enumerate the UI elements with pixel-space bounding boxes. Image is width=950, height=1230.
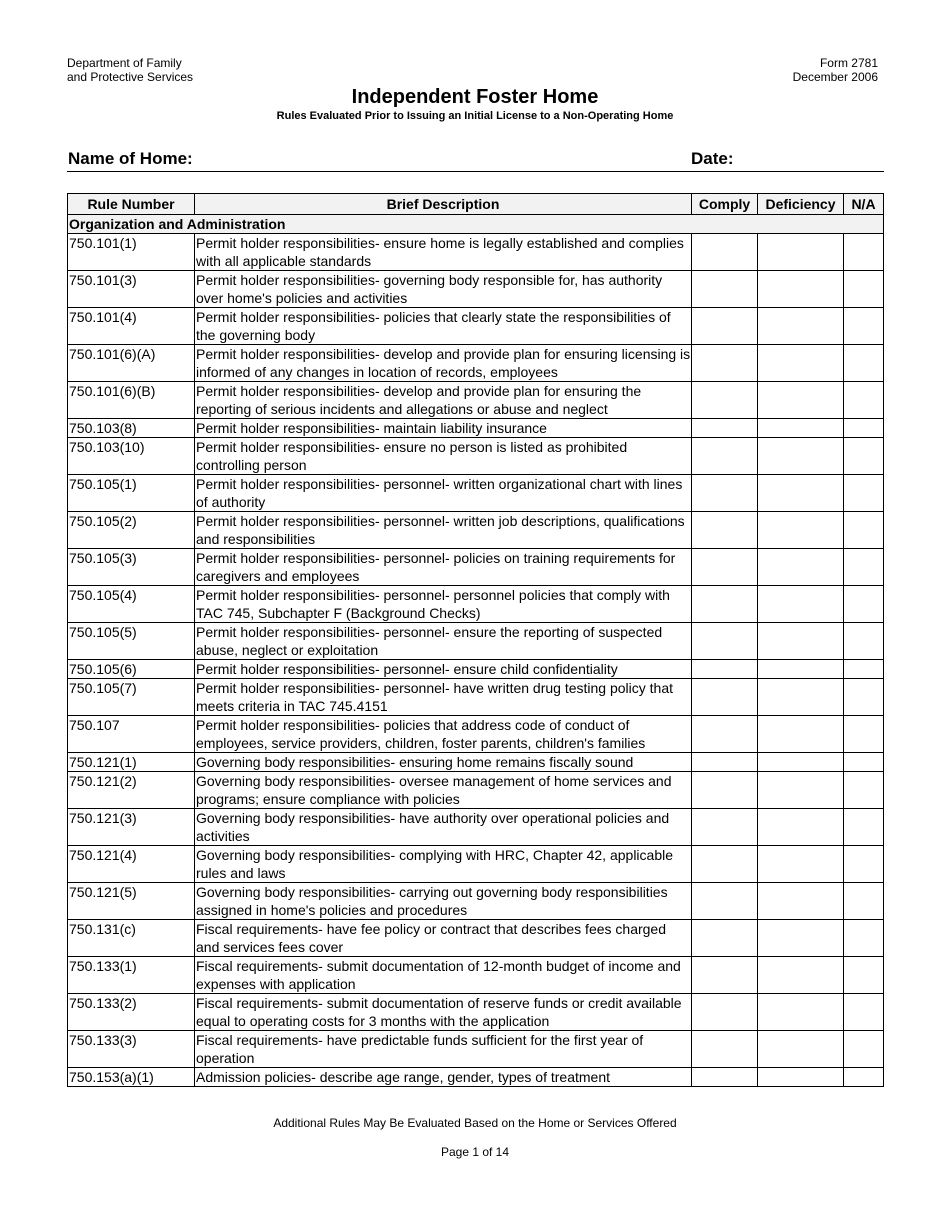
deficiency-cell[interactable]	[758, 512, 844, 549]
na-cell[interactable]	[844, 660, 884, 679]
deficiency-cell[interactable]	[758, 308, 844, 345]
deficiency-cell[interactable]	[758, 994, 844, 1031]
table-row	[68, 234, 884, 271]
agency-line-1: Department of Family	[67, 56, 182, 70]
table-row	[68, 549, 884, 586]
na-cell[interactable]	[844, 753, 884, 772]
home-info-line	[67, 149, 884, 172]
comply-cell[interactable]	[692, 994, 758, 1031]
deficiency-cell[interactable]	[758, 623, 844, 660]
description-cell: Permit holder responsibilities- develop and provide plan for ensuring the reporting of serious incidents and allegations or abuse and neglect	[195, 382, 692, 419]
comply-cell[interactable]	[692, 660, 758, 679]
col-brief-description: Brief Description	[195, 194, 692, 215]
rule-number-cell: 750.105(3)	[68, 549, 195, 586]
deficiency-cell[interactable]	[758, 920, 844, 957]
deficiency-cell[interactable]	[758, 271, 844, 308]
rule-number-cell: 750.121(2)	[68, 772, 195, 809]
description-cell: Permit holder responsibilities- personnel- have written drug testing policy that meets criteria in TAC 745.4151	[195, 679, 692, 716]
deficiency-cell[interactable]	[758, 234, 844, 271]
description-cell: Permit holder responsibilities- governing body responsible for, has authority over home's policies and activities	[195, 271, 692, 308]
deficiency-cell[interactable]	[758, 1068, 844, 1087]
page-number: Page 1 of 14	[440, 1145, 510, 1159]
na-cell[interactable]	[844, 1031, 884, 1068]
page-title: Independent Foster Home	[351, 86, 599, 108]
na-cell[interactable]	[844, 549, 884, 586]
table-row	[68, 586, 884, 623]
comply-cell[interactable]	[692, 345, 758, 382]
table-row	[68, 623, 884, 660]
description-cell: Fiscal requirements- have fee policy or contract that describes fees charged and services fees cover	[195, 920, 692, 957]
na-cell[interactable]	[844, 382, 884, 419]
rule-number-cell: 750.121(1)	[68, 753, 195, 772]
table-row	[68, 475, 884, 512]
description-cell: Governing body responsibilities- carrying out governing body responsibilities assigned in home's policies and procedures	[195, 883, 692, 920]
form-date: December 2006	[792, 70, 878, 84]
description-cell: Governing body responsibilities- complying with HRC, Chapter 42, applicable rules and laws	[195, 846, 692, 883]
rule-number-cell: 750.103(8)	[68, 419, 195, 438]
rule-number-cell: 750.133(2)	[68, 994, 195, 1031]
comply-cell[interactable]	[692, 271, 758, 308]
rule-number-cell: 750.105(5)	[68, 623, 195, 660]
rule-number-cell: 750.101(4)	[68, 308, 195, 345]
deficiency-cell[interactable]	[758, 382, 844, 419]
table-row	[68, 994, 884, 1031]
rule-number-cell: 750.121(3)	[68, 809, 195, 846]
na-cell[interactable]	[844, 234, 884, 271]
table-row	[68, 271, 884, 308]
table-row	[68, 846, 884, 883]
deficiency-cell[interactable]	[758, 772, 844, 809]
description-cell: Fiscal requirements- submit documentation of 12-month budget of income and expenses with application	[195, 957, 692, 994]
na-cell[interactable]	[844, 586, 884, 623]
table-row	[68, 382, 884, 419]
description-cell: Permit holder responsibilities- develop and provide plan for ensuring licensing is informed of any changes in location of records, employees	[196, 346, 691, 380]
table-row	[68, 419, 884, 438]
deficiency-cell[interactable]	[758, 753, 844, 772]
comply-cell[interactable]	[692, 957, 758, 994]
description-cell: Permit holder responsibilities- policies that address code of conduct of employees, service providers, children, foster parents, children's families	[195, 716, 692, 753]
table-row	[68, 716, 884, 753]
comply-cell[interactable]	[692, 512, 758, 549]
agency-line-2: and Protective Services	[67, 70, 194, 84]
table-row	[68, 660, 884, 679]
na-cell[interactable]	[844, 419, 884, 438]
footer-note: Additional Rules May Be Evaluated Based on the Home or Services Offered	[273, 1116, 677, 1130]
rule-number-cell: 750.105(2)	[68, 512, 195, 549]
col-na: N/A	[844, 194, 884, 215]
deficiency-cell[interactable]	[758, 679, 844, 716]
rule-number-cell: 750.101(3)	[68, 271, 195, 308]
date-label: Date:	[691, 149, 734, 168]
comply-cell[interactable]	[692, 809, 758, 846]
comply-cell[interactable]	[692, 475, 758, 512]
na-cell[interactable]	[844, 957, 884, 994]
na-cell[interactable]	[844, 716, 884, 753]
deficiency-cell[interactable]	[758, 809, 844, 846]
description-cell: Permit holder responsibilities- policies that clearly state the responsibilities of the governing body	[195, 308, 692, 345]
description-cell: Permit holder responsibilities- personnel- written job descriptions, qualifications and responsibilities	[195, 512, 692, 549]
na-cell[interactable]	[844, 271, 884, 308]
rule-number-cell: 750.101(6)(B)	[68, 382, 195, 419]
rule-number-cell: 750.105(4)	[68, 586, 195, 623]
na-cell[interactable]	[844, 920, 884, 957]
table-row	[68, 1068, 884, 1087]
rule-number-cell: 750.121(5)	[68, 883, 195, 920]
page-subtitle: Rules Evaluated Prior to Issuing an Initial License to a Non-Operating Home	[276, 110, 674, 122]
comply-cell[interactable]	[692, 549, 758, 586]
rule-number-cell: 750.101(6)(A)	[68, 345, 195, 382]
description-cell: Governing body responsibilities- ensuring home remains fiscally sound	[195, 753, 692, 772]
rule-number-cell: 750.153(a)(1)	[68, 1068, 195, 1087]
rule-number-cell: 750.105(1)	[68, 475, 195, 512]
rule-number-cell: 750.131(c)	[68, 920, 195, 957]
description-cell: Fiscal requirements- submit documentation of reserve funds or credit available equal to operating costs for 3 months with the application	[195, 994, 692, 1031]
description-cell: Permit holder responsibilities- personnel- written organizational chart with lines of authority	[195, 475, 692, 512]
na-cell[interactable]	[844, 438, 884, 475]
table-row	[68, 512, 884, 549]
na-cell[interactable]	[844, 1068, 884, 1087]
na-cell[interactable]	[844, 475, 884, 512]
deficiency-cell[interactable]	[758, 716, 844, 753]
table-row	[68, 438, 884, 475]
deficiency-cell[interactable]	[758, 586, 844, 623]
rule-number-cell: 750.133(3)	[68, 1031, 195, 1068]
table-row	[68, 957, 884, 994]
description-cell: Permit holder responsibilities- ensure no person is listed as prohibited controlling person	[195, 438, 692, 475]
table-row	[68, 883, 884, 920]
deficiency-cell[interactable]	[758, 475, 844, 512]
comply-cell[interactable]	[692, 846, 758, 883]
col-deficiency: Deficiency	[758, 194, 844, 215]
description-cell: Permit holder responsibilities- maintain liability insurance	[195, 419, 692, 438]
comply-cell[interactable]	[692, 438, 758, 475]
section-title: Organization and Administration	[68, 215, 884, 234]
deficiency-cell[interactable]	[758, 1031, 844, 1068]
rule-number-cell: 750.121(4)	[68, 846, 195, 883]
na-cell[interactable]	[844, 679, 884, 716]
na-cell[interactable]	[844, 512, 884, 549]
deficiency-cell[interactable]	[758, 549, 844, 586]
na-cell[interactable]	[844, 308, 884, 345]
comply-cell[interactable]	[692, 883, 758, 920]
col-rule-number: Rule Number	[68, 194, 195, 215]
comply-cell[interactable]	[692, 623, 758, 660]
comply-cell[interactable]	[692, 772, 758, 809]
col-comply: Comply	[692, 194, 758, 215]
rules-table	[67, 193, 884, 1087]
description-cell: Permit holder responsibilities- ensure home is legally established and complies with all applicable standards	[195, 234, 692, 271]
table-header-row	[68, 194, 884, 215]
comply-cell[interactable]	[692, 753, 758, 772]
rule-number-cell: 750.101(1)	[68, 234, 195, 271]
deficiency-cell[interactable]	[758, 419, 844, 438]
table-row	[68, 809, 884, 846]
table-row	[68, 1031, 884, 1068]
deficiency-cell[interactable]	[758, 883, 844, 920]
deficiency-cell[interactable]	[758, 438, 844, 475]
description-cell: Permit holder responsibilities- personnel- personnel policies that comply with TAC 745, Subchapter F (Background Checks)	[195, 586, 692, 623]
name-of-home-label: Name of Home:	[68, 149, 193, 168]
rule-number-cell: 750.103(10)	[68, 438, 195, 475]
table-row	[68, 308, 884, 345]
na-cell[interactable]	[844, 345, 884, 382]
comply-cell[interactable]	[692, 382, 758, 419]
na-cell[interactable]	[844, 994, 884, 1031]
comply-cell[interactable]	[692, 1031, 758, 1068]
deficiency-cell[interactable]	[758, 345, 844, 382]
description-cell: Permit holder responsibilities- personnel- ensure child confidentiality	[195, 660, 692, 679]
na-cell[interactable]	[844, 846, 884, 883]
rule-number-cell: 750.107	[68, 716, 195, 753]
deficiency-cell[interactable]	[758, 846, 844, 883]
comply-cell[interactable]	[692, 586, 758, 623]
na-cell[interactable]	[844, 772, 884, 809]
table-row	[68, 920, 884, 957]
table-row	[68, 345, 884, 382]
rule-number-cell: 750.105(7)	[68, 679, 195, 716]
description-cell: Fiscal requirements- have predictable funds sufficient for the first year of operation	[195, 1031, 692, 1068]
description-cell: Permit holder responsibilities- personnel- policies on training requirements for caregivers and employees	[195, 549, 692, 586]
description-cell: Governing body responsibilities- have authority over operational policies and activities	[195, 809, 692, 846]
section-row	[68, 215, 884, 234]
rule-number-cell: 750.133(1)	[68, 957, 195, 994]
form-info	[793, 56, 878, 84]
comply-cell[interactable]	[692, 716, 758, 753]
table-row	[68, 772, 884, 809]
deficiency-cell[interactable]	[758, 957, 844, 994]
comply-cell[interactable]	[692, 1068, 758, 1087]
deficiency-cell[interactable]	[758, 660, 844, 679]
table-row	[68, 753, 884, 772]
comply-cell[interactable]	[692, 308, 758, 345]
na-cell[interactable]	[844, 623, 884, 660]
comply-cell[interactable]	[692, 679, 758, 716]
na-cell[interactable]	[844, 809, 884, 846]
comply-cell[interactable]	[692, 920, 758, 957]
rule-number-cell: 750.105(6)	[68, 660, 195, 679]
description-cell: Permit holder responsibilities- personnel- ensure the reporting of suspected abuse, neglect or exploitation	[195, 623, 692, 660]
agency-name	[67, 56, 193, 84]
comply-cell[interactable]	[692, 234, 758, 271]
na-cell[interactable]	[844, 883, 884, 920]
form-number: Form 2781	[819, 56, 878, 70]
description-cell: Admission policies- describe age range, gender, types of treatment	[195, 1068, 692, 1087]
description-cell: Governing body responsibilities- oversee management of home services and programs; ensure compliance with policies	[195, 772, 692, 809]
table-row	[68, 679, 884, 716]
comply-cell[interactable]	[692, 419, 758, 438]
